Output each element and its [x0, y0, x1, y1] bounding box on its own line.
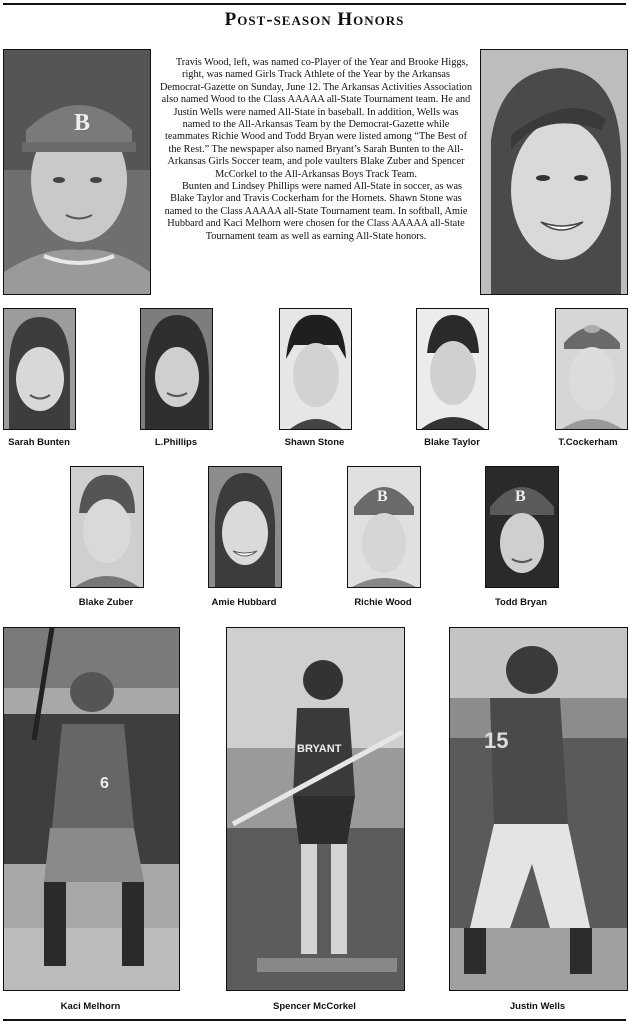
headshot-richie-wood — [347, 466, 421, 588]
headshot-blake-zuber — [70, 466, 144, 588]
jersey-text: BRYANT — [297, 743, 342, 755]
action-photo-spencer-mccorkel — [226, 627, 405, 991]
jersey-number: 15 — [484, 728, 509, 753]
action-photo-kaci-melhorn — [3, 627, 180, 991]
action-photo-justin-wells — [449, 627, 628, 991]
caption-blake-zuber: Blake Zuber — [78, 597, 134, 608]
travis-wood-photo — [3, 49, 151, 295]
svg-text:B: B — [515, 488, 526, 505]
svg-text:B: B — [74, 110, 91, 136]
headshot-sarah-bunten — [3, 308, 76, 430]
caption-blake-taylor: Blake Taylor — [424, 437, 480, 448]
caption-spencer-mccorkel: Spencer McCorkel — [273, 1001, 356, 1012]
caption-t-cockerham: T.Cockerham — [558, 437, 618, 448]
caption-amie-hubbard: Amie Hubbard — [211, 597, 277, 608]
top-rule — [3, 3, 626, 5]
headshot-blake-taylor — [416, 308, 489, 430]
caption-l-phillips: L.Phillips — [154, 437, 198, 448]
headshot-l-phillips — [140, 308, 213, 430]
caption-kaci-melhorn: Kaci Melhorn — [60, 1001, 121, 1012]
caption-shawn-stone: Shawn Stone — [284, 437, 345, 448]
caption-todd-bryan: Todd Bryan — [494, 597, 548, 608]
portrait-cap-icon — [4, 50, 150, 294]
svg-text:B: B — [377, 488, 388, 505]
portrait-icon — [481, 50, 627, 294]
story-paragraph: Travis Wood, left, was named co-Player of the Year and Brooke Higgs, right, was named Girls Track Athlete of the Year by the Arkansas Democrat-Gazette on Sunday, June 12. The Arkansas Activities Association also named Wood to the Class AAAAA all-State Tournament team. He and Justin Wells were named All-State in baseball. In addition, Wells was named to the All-Arkansas Team by the Democrat-Gazette while teammates Richie Wood and Todd Bryan were listed among “The Best of the Rest.” The newspaper also named Bryant’s Sarah Bunten to the All-Arkansas Girls Soccer team, and pole vaulters Blake Zuber and Spencer McCorkel to the All-Arkansas Boys Track Team. — [160, 57, 472, 180]
caption-sarah-bunten: Sarah Bunten — [8, 437, 70, 448]
headshot-t-cockerham — [555, 308, 628, 430]
caption-justin-wells: Justin Wells — [509, 1001, 566, 1012]
caption-richie-wood: Richie Wood — [354, 597, 412, 608]
brooke-higgs-photo — [480, 49, 628, 295]
story-text — [160, 57, 472, 243]
page-title: Post-season Honors — [224, 9, 405, 30]
headshot-todd-bryan — [485, 466, 559, 588]
bottom-rule — [3, 1019, 626, 1021]
headshot-amie-hubbard — [208, 466, 282, 588]
headshot-shawn-stone — [279, 308, 352, 430]
jersey-number: 6 — [100, 775, 109, 792]
story-paragraph: Bunten and Lindsey Phillips were named All-State in soccer, as was Blake Taylor and Travis Cockerham for the Hornets. Shawn Stone was named to the Class AAAAA all-State Tournament team. In softball, Amie Hubbard and Kaci Melhorn were chosen for the Class AAAAA all-State Tournament team as well as earning All-State honors. — [164, 181, 468, 242]
